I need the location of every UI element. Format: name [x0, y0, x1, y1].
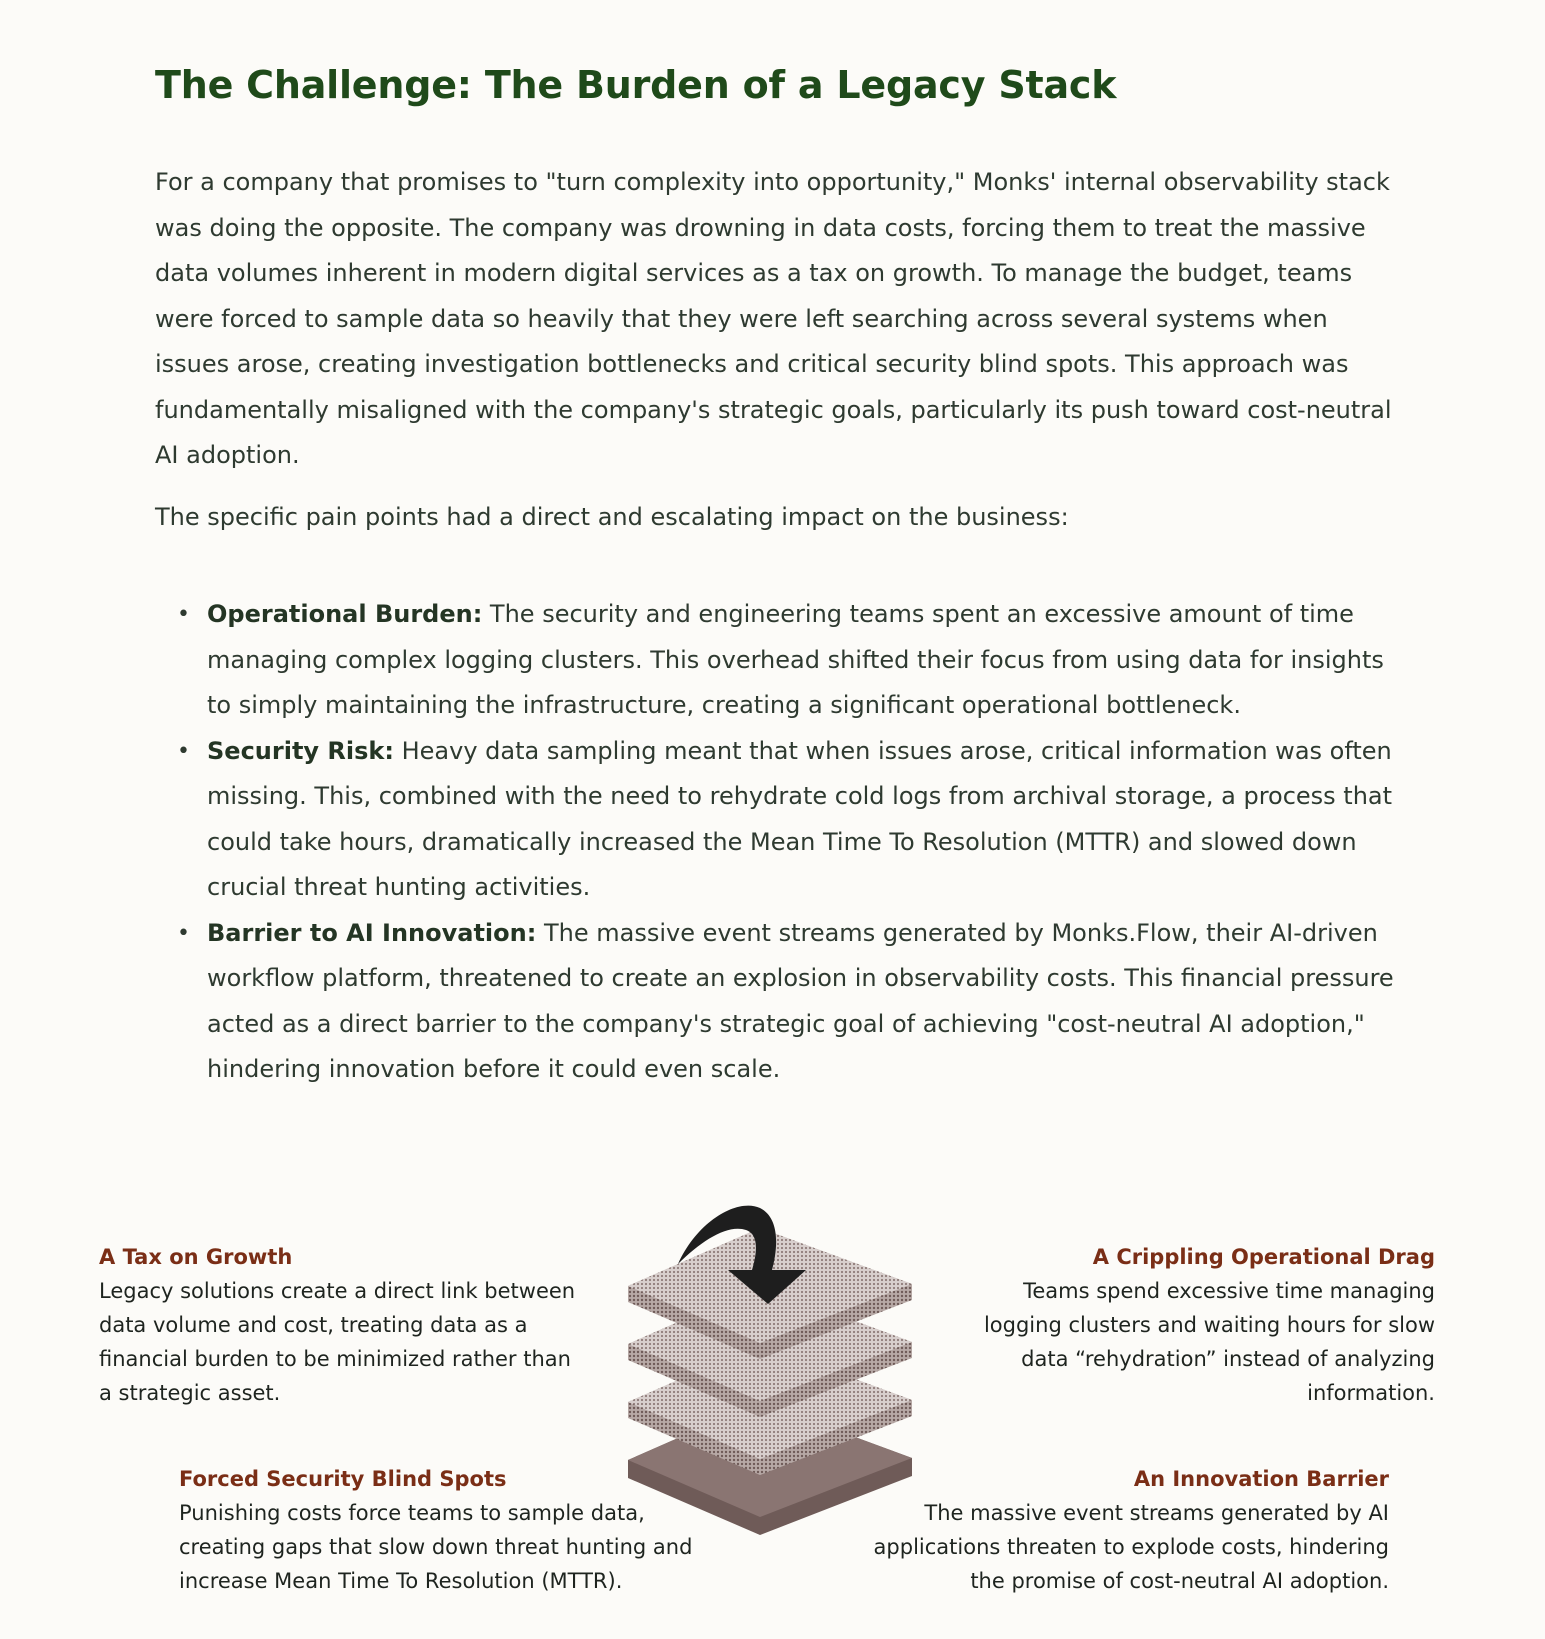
callout-body: Punishing costs force teams to sample data, creating gaps that slow down threat hunting and increase Mean Time To Resolution (MTTR).: [179, 1501, 693, 1593]
list-item-operational-burden: [177, 592, 1405, 729]
pain-point-term: Barrier to AI Innovation:: [207, 918, 537, 947]
pain-point-text: Heavy data sampling meant that when issues arose, critical information was often missing. This, combined with the need to rehydrate cold logs from archival storage, a process that could take hours, dramatically increased the Mean Time To Resolution (MTTR) and slowed down crucial threat hunting activities.: [207, 736, 1393, 901]
bullet-icon: •: [177, 738, 190, 764]
article: [155, 60, 1405, 1093]
callout-operational-drag: [955, 1240, 1435, 1410]
intro-paragraph: For a company that promises to "turn complexity into opportunity," Monks' internal observability stack was doing the opposite. The company was drowning in data costs, forcing them to treat the massive data volumes inherent in modern digital services as a tax on growth. To manage the budget, teams were forced to sample data so heavily that they were left searching across several systems when issues arose, creating investigation bottlenecks and critical security blind spots. This approach was fundamentally misaligned with the company's strategic goals, particularly its push toward cost-neutral AI adoption.: [155, 168, 1392, 469]
callout-title: An Innovation Barrier: [1133, 1467, 1389, 1491]
pain-point-text: The security and engineering teams spent an excessive amount of time managing complex logging clusters. This overhead shifted their focus from using data for insights to simply maintaining the infrastructure, creating a significant operational bottleneck.: [207, 600, 1384, 719]
page-title: The Challenge: The Burden of a Legacy Stack: [155, 63, 1117, 107]
callout-title: A Tax on Growth: [99, 1245, 293, 1269]
pain-point-term: Security Risk:: [207, 736, 394, 765]
callout-title: A Crippling Operational Drag: [1092, 1245, 1435, 1269]
bullet-icon: •: [177, 920, 190, 946]
list-item-ai-barrier: [177, 911, 1405, 1093]
list-item-security-risk: [177, 729, 1405, 911]
stacked-layers-with-down-arrow-icon: [620, 1190, 920, 1535]
callout-innovation-barrier: [849, 1462, 1389, 1598]
callout-body: Legacy solutions create a direct link between data volume and cost, treating data as a financial burden to be minimized rather than a strategic asset.: [99, 1279, 576, 1405]
pain-point-term: Operational Burden:: [207, 600, 483, 628]
callout-body: The massive event streams generated by AI applications threaten to explode costs, hindering the promise of cost-neutral AI adoption.: [873, 1501, 1389, 1593]
callout-body: Teams spend excessive time managing logging clusters and waiting hours for slow data “rehydration” instead of analyzing information.: [983, 1279, 1435, 1405]
legacy-stack-infographic: [0, 1180, 1545, 1639]
lead-paragraph: The specific pain points had a direct and escalating impact on the business:: [155, 502, 1069, 531]
callout-title: Forced Security Blind Spots: [179, 1467, 507, 1491]
pain-points-list: [155, 592, 1405, 1093]
bullet-icon: •: [177, 602, 190, 627]
pain-point-text: The massive event streams generated by Monks.Flow, their AI-driven workflow platform, threatened to create an explosion in observability costs. This financial pressure acted as a direct barrier to the company's strategic goal of achieving "cost-neutral AI adoption," hindering innovation before it could even scale.: [207, 918, 1394, 1083]
callout-tax-on-growth: [99, 1240, 579, 1410]
